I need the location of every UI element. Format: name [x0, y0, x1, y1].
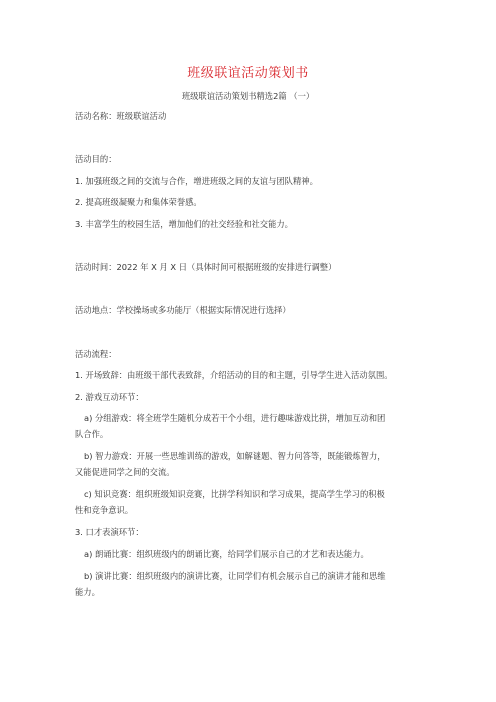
flow-item-2: 2. 游戏互动环节： [75, 392, 144, 402]
flow-item-2c-line2: 性和竞争意识。 [75, 505, 134, 515]
activity-time: 活动时间：2022 年 X 月 X 日（具体时间可根据班级的安排进行调整） [75, 262, 337, 272]
flow-item-2a-line2: 队合作。 [75, 429, 109, 439]
activity-location: 活动地点：学校操场或多功能厅（根据实际情况进行选择） [75, 305, 291, 315]
purpose-item-1: 1. 加强班级之间的交流与合作，增进班级之间的友谊与团队精神。 [75, 176, 318, 186]
flow-item-2b-line2: 又能促进同学之间的交流。 [75, 467, 175, 477]
purpose-heading: 活动目的： [75, 154, 117, 164]
flow-heading: 活动流程： [75, 349, 117, 359]
purpose-item-3: 3. 丰富学生的校园生活，增加他们的社交经验和社交能力。 [75, 219, 293, 229]
document-title: 班级联谊活动策划书 [187, 66, 309, 81]
document-subtitle: 班级联谊活动策划书精选2篇 （一） [181, 91, 315, 101]
flow-item-3b-line1: b) 演讲比赛：组织班级内的演讲比赛，让同学们有机会展示自己的演讲才能和思维 [84, 571, 386, 581]
flow-item-1: 1. 开场致辞：由班级干部代表致辞，介绍活动的目的和主题，引导学生进入活动氛围。 [75, 370, 393, 380]
flow-item-3: 3. 口才表演环节： [75, 527, 144, 537]
flow-item-2a-line1: a) 分组游戏：将全班学生随机分成若干个小组，进行趣味游戏比拼，增加互动和团 [84, 413, 386, 423]
activity-name: 活动名称：班级联谊活动 [75, 111, 167, 121]
purpose-item-2: 2. 提高班级凝聚力和集体荣誉感。 [75, 197, 202, 207]
flow-item-2b-line1: b) 智力游戏：开展一些思维训练的游戏，如解谜题、智力问答等，既能锻炼智力， [84, 451, 386, 461]
flow-item-3b-line2: 能力。 [75, 587, 100, 597]
flow-item-2c-line1: c) 知识竞赛：组织班级知识竞赛，比拼学科知识和学习成果，提高学生学习的积极 [84, 489, 385, 499]
flow-item-3a: a) 朗诵比赛：组织班级内的朗诵比赛，给同学们展示自己的才艺和表达能力。 [84, 549, 369, 559]
